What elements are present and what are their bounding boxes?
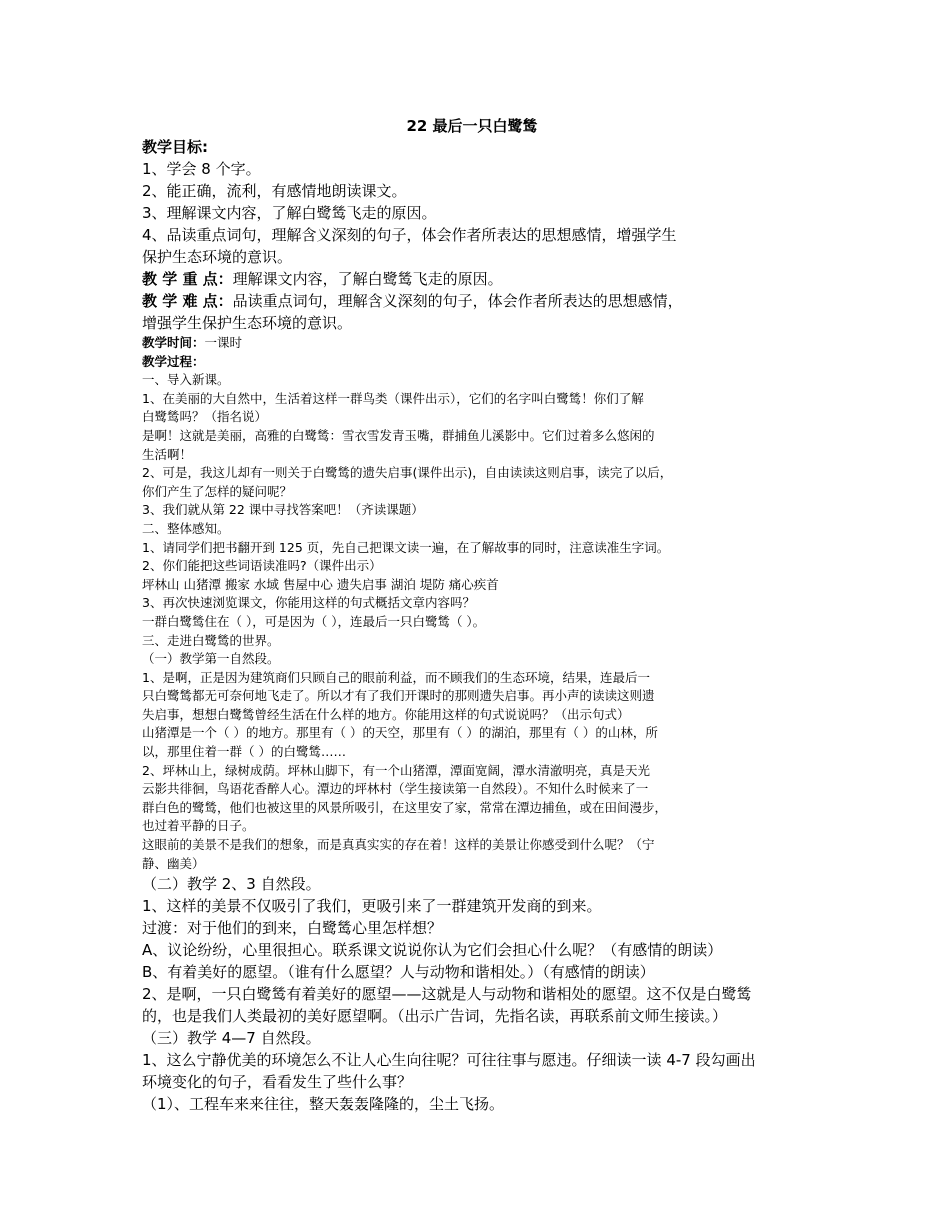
teaching-time <box>142 334 842 353</box>
document-title: 22 最后一只白鹭鸶 <box>406 117 538 135</box>
process-line: 二、整体感知。 <box>142 520 230 536</box>
process-line: A、议论纷纷，心里很担心。联系课文说说你认为它们会担心什么呢？（有感情的朗读） <box>142 941 723 960</box>
process-line: 2、坪林山上，绿树成荫。坪林山脚下，有一个山猪潭，潭面宽阔，潭水清澈明亮，真是天光 <box>142 762 650 778</box>
process-line: （1）、工程车来来往往，整天轰轰隆隆的，尘土飞扬。 <box>142 1095 505 1114</box>
process-line: 一、导入新课。 <box>142 372 230 388</box>
difficult-point-continued: 增强学生保护生态环境的意识。 <box>142 314 353 332</box>
lesson-plan-page <box>142 116 842 1115</box>
process-line: 是啊！这就是美丽，高雅的白鹭鸶：雪衣雪发青玉嘴，群捕鱼儿溪影中。它们过着多么悠闲的 <box>142 427 655 443</box>
difficult-point <box>142 290 842 312</box>
process-line: 2、你们能把这些词语读准吗?（课件出示） <box>142 558 382 574</box>
key-point <box>142 268 842 290</box>
process-line: 只白鹭鸶都无可奈何地飞走了。所以才有了我们开课时的那则遗失启事。再小声的读读这则遗 <box>142 688 655 704</box>
process-line: 云影共徘徊，鸟语花香醉人心。潭边的坪林村（学生接读第一自然段）。不知什么时候来了一 <box>142 781 649 797</box>
process-line: 生活啊！ <box>142 446 193 462</box>
process-line: 1、在美丽的大自然中，生活着这样一群鸟类（课件出示），它们的名字叫白鹭鸶！你们了解 <box>142 390 644 406</box>
process-line: （三）教学 4—7 自然段。 <box>142 1029 321 1048</box>
process-line: 3、再次快速浏览课文，你能用这样的句式概括文章内容吗？ <box>142 595 475 611</box>
process-line: 一群白鹭鸶住在（ ），可是因为（ ），连最后一只白鹭鸶（ ）。 <box>142 613 486 629</box>
process-line: 2、可是，我这儿却有一则关于白鹭鸶的遗失启事(课件出示)，自由读读这则启事，读完了以后， <box>142 465 673 481</box>
process-line: 失启事，想想白鹭鸶曾经生活在什么样的地方。你能用这样的句式说说吗？（出示句式） <box>142 706 630 722</box>
process-line: （二）教学 2、3 自然段。 <box>142 875 321 894</box>
process-line: 群白色的鹭鸶，他们也被这里的风景所吸引，在这里安了家，常常在潭边捕鱼，或在田间漫步， <box>142 799 668 815</box>
process-line: 这眼前的美景不是我们的想象，而是真真实实的存在着！这样的美景让你感受到什么呢？（宁 <box>142 837 655 853</box>
process-line: 白鹭鸶吗？（指名说） <box>142 409 268 425</box>
process-line: 1、是啊，正是因为建筑商们只顾自己的眼前利益，而不顾我们的生态环境，结果，连最后一 <box>142 669 650 685</box>
key-point-text: 理解课文内容，了解白鹭鸶飞走的原因。 <box>232 270 503 288</box>
process-line: 山猪潭是一个（ ）的地方。那里有（ ）的天空，那里有（ ）的湖泊，那里有（ ）的山林，所 <box>142 725 658 741</box>
difficult-point-label: 教 学 难 点： <box>142 292 233 310</box>
process-line: （一）教学第一自然段。 <box>142 651 280 667</box>
process-line: 2、是啊，一只白鹭鸶有着美好的愿望——这就是人与动物和谐相处的愿望。这不仅是白鹭鸶 <box>142 985 752 1004</box>
process-line: 3、我们就从第 22 课中寻找答案吧！（齐读课题） <box>142 502 424 518</box>
goal-item: 2、能正确，流利，有感情地朗读课文。 <box>142 182 407 200</box>
process-line: 过渡：对于他们的到来，白鹭鸶心里怎样想？ <box>142 919 443 938</box>
process-line: B、有着美好的愿望。（谁有什么愿望？人与动物和谐相处。）（有感情的朗读） <box>142 963 655 982</box>
process-heading: 教学过程： <box>142 353 205 369</box>
process-line: 你们产生了怎样的疑问呢？ <box>142 483 293 499</box>
process-line: 以，那里住着一群（ ）的白鹭鸶…… <box>142 744 346 760</box>
goal-item: 保护生态环境的意识。 <box>142 248 293 266</box>
process-line: 1、请同学们把书翻开到 125 页，先自己把课文读一遍，在了解故事的同时，注意读准生字词。 <box>142 539 670 555</box>
process-line: 三、走进白鹭鸶的世界。 <box>142 632 280 648</box>
key-point-label: 教 学 重 点： <box>142 270 233 288</box>
difficult-point-text: 品读重点词句，理解含义深刻的句子，体会作者所表达的思想感情， <box>232 292 683 310</box>
process-line: 的，也是我们人类最初的美好愿望啊。（出示广告词，先指名读，再联系前文师生接读。） <box>142 1007 728 1026</box>
process-line: 坪林山 山猪潭 搬家 水域 售屋中心 遗失启事 湖泊 堤防 痛心疾首 <box>142 576 499 592</box>
teaching-time-label: 教学时间： <box>142 335 205 350</box>
goal-item: 1、学会 8 个字。 <box>142 160 261 178</box>
process-line: 也过着平静的日子。 <box>142 818 255 834</box>
goal-item: 3、理解课文内容，了解白鹭鸶飞走的原因。 <box>142 204 437 222</box>
process-line: 1、这么宁静优美的环境怎么不让人心生向往呢？可往往事与愿违。仔细读一读 4-7 段勾画出 <box>142 1051 756 1070</box>
goals-heading: 教学目标: <box>142 138 208 156</box>
process-line: 1、这样的美景不仅吸引了我们，更吸引来了一群建筑开发商的到来。 <box>142 897 602 916</box>
process-line: 环境变化的句子，看看发生了些什么事？ <box>142 1073 413 1092</box>
teaching-time-text: 一课时 <box>204 335 243 350</box>
goal-item: 4、品读重点词句，理解含义深刻的句子，体会作者所表达的思想感情，增强学生 <box>142 226 677 244</box>
process-line: 静、幽美） <box>142 855 205 871</box>
process-body <box>142 371 842 1115</box>
